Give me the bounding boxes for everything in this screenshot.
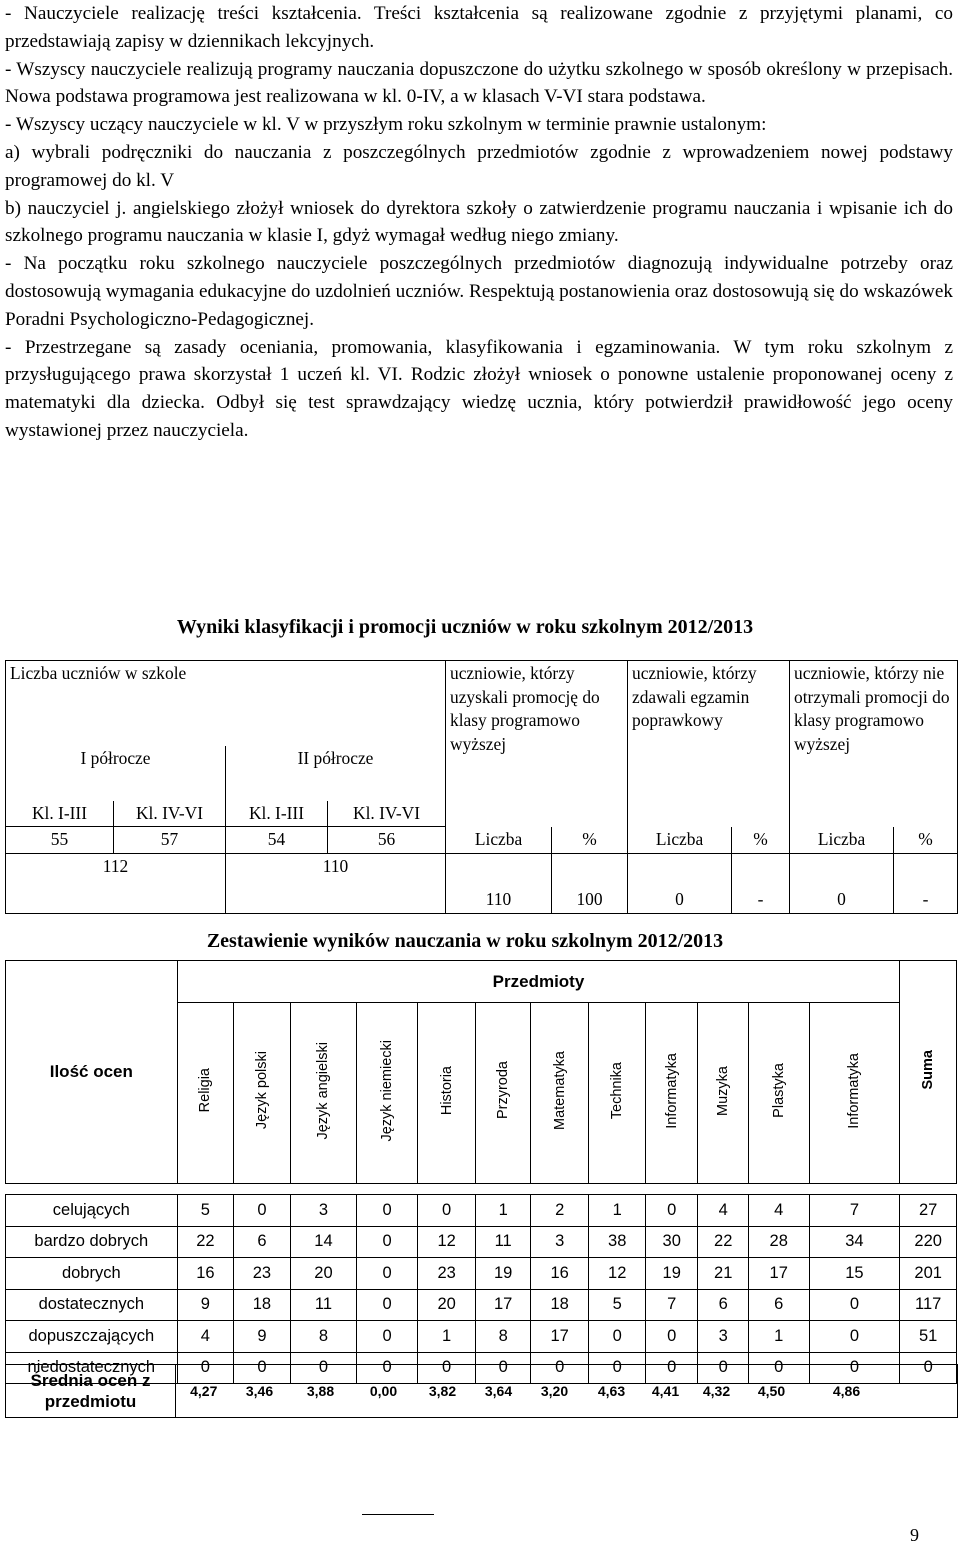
subject-header: Technika [589, 1003, 646, 1184]
grade-cell: 8 [290, 1321, 357, 1353]
subject-header: Plastyka [748, 1003, 809, 1184]
grade-cell: 0 [809, 1352, 900, 1384]
paragraph: - Wszyscy uczący nauczyciele w kl. V w przyszłym roku szkolnym w terminie prawnie ustalonym: [5, 114, 767, 136]
grade-row [6, 1258, 957, 1290]
grade-cell: 0 [748, 1352, 809, 1384]
semester1-label: I półrocze [6, 746, 226, 801]
subject-header: Język niemiecki [357, 1003, 418, 1184]
grade-cell: 1 [417, 1321, 476, 1353]
subject-header: Historia [417, 1003, 476, 1184]
grade-cell: 0 [290, 1352, 357, 1384]
retake-count-header: Liczba [628, 827, 732, 854]
retake-count: 0 [628, 853, 732, 913]
class-group: Kl. IV-VI [114, 801, 226, 827]
grade-cell: 15 [809, 1258, 900, 1290]
grade-cell: 17 [530, 1321, 589, 1353]
grade-cell: 30 [645, 1226, 697, 1258]
grade-cell: 4 [698, 1195, 748, 1227]
average-cell: 4,86 [802, 1365, 892, 1418]
grade-cell: 4 [177, 1321, 234, 1353]
grade-cell: 0 [177, 1352, 234, 1384]
average-cell: 4,27 [176, 1365, 232, 1418]
grade-cell: 23 [234, 1258, 291, 1290]
grade-cell: 6 [234, 1226, 291, 1258]
promoted-percent-header: % [552, 827, 628, 854]
grade-cell: 19 [645, 1258, 697, 1290]
grade-cell: 0 [357, 1195, 418, 1227]
grade-cell: 0 [234, 1195, 291, 1227]
grade-cell: 0 [417, 1352, 476, 1384]
footnote-separator [362, 1514, 434, 1515]
semester2-label: II półrocze [226, 746, 446, 801]
grade-cell: 0 [809, 1289, 900, 1321]
class-count: 56 [328, 827, 446, 854]
sum-header: Suma [900, 961, 957, 1184]
grade-cell: 0 [589, 1321, 646, 1353]
not-promoted-count-header: Liczba [790, 827, 894, 854]
total-semester1: 112 [6, 853, 226, 913]
grade-cell: 18 [530, 1289, 589, 1321]
grades-table [5, 960, 957, 1384]
grade-cell: 12 [589, 1258, 646, 1290]
grade-cell: 0 [357, 1321, 418, 1353]
grade-cell: 6 [698, 1289, 748, 1321]
retake-percent: - [732, 853, 790, 913]
class-group: Kl. I-III [226, 801, 328, 827]
grade-row [6, 1195, 957, 1227]
grade-cell: 1 [589, 1195, 646, 1227]
subject-header: Język angielski [290, 1003, 357, 1184]
not-promoted-label: uczniowie, którzy nie otrzymali promocji do klasy programowo wyższej [790, 661, 958, 827]
paragraph: - Na początku roku szkolnego nauczyciele poszczególnych przedmiotów diagnozują indywidualne potrzeby oraz dostosowują wymagania edukacyjne do uzdolnień uczniów. Respektują postanowienia oraz dostosowują się do wskazówek Poradni Psychologiczno-Pedagogicznej. [5, 253, 953, 330]
grade-cell: 0 [698, 1352, 748, 1384]
grade-cell: 19 [476, 1258, 531, 1290]
grade-row [6, 1289, 957, 1321]
grade-cell: 23 [417, 1258, 476, 1290]
grade-cell: 12 [417, 1226, 476, 1258]
retake-label: uczniowie, którzy zdawali egzamin poprawkowy [628, 661, 790, 827]
average-cell: 0,00 [354, 1365, 414, 1418]
averages-table [5, 1364, 958, 1418]
average-cell: 3,20 [526, 1365, 584, 1418]
grade-cell: 0 [417, 1195, 476, 1227]
class-count: 55 [6, 827, 114, 854]
grade-cell: 0 [357, 1226, 418, 1258]
average-cell: 4,63 [584, 1365, 640, 1418]
paragraph: - Nauczyciele realizację treści kształcenia. Treści kształcenia są realizowane zgodnie z przyjętymi planami, co przedstawiają zapisy w dziennikach lekcyjnych. [5, 3, 953, 52]
classification-title: Wyniki klasyfikacji i promocji uczniów w roku szkolnym 2012/2013 [176, 616, 754, 638]
class-group: Kl. IV-VI [328, 801, 446, 827]
subject-header: Przyroda [476, 1003, 531, 1184]
subject-header: Religia [177, 1003, 234, 1184]
grade-cell: 9 [177, 1289, 234, 1321]
report-text [5, 0, 953, 445]
subject-header: Informatyka [809, 1003, 900, 1184]
grade-cell: 16 [177, 1258, 234, 1290]
grade-cell: 20 [417, 1289, 476, 1321]
classification-table [5, 660, 958, 914]
grade-sum-cell: 27 [900, 1195, 957, 1227]
grade-sum-cell: 51 [900, 1321, 957, 1353]
grade-cell: 1 [748, 1321, 809, 1353]
grade-sum-cell: 0 [900, 1352, 957, 1384]
grade-cell: 0 [357, 1258, 418, 1290]
students-label: Liczba uczniów w szkole [6, 661, 446, 746]
grade-cell: 3 [530, 1226, 589, 1258]
grade-cell: 34 [809, 1226, 900, 1258]
grade-cell: 0 [357, 1352, 418, 1384]
total-semester2: 110 [226, 853, 446, 913]
grade-sum-cell: 220 [900, 1226, 957, 1258]
not-promoted-percent: - [894, 853, 958, 913]
average-cell: 3,82 [414, 1365, 472, 1418]
subject-header: Język polski [234, 1003, 291, 1184]
grade-cell: 22 [698, 1226, 748, 1258]
paragraph: a) wybrali podręczniki do nauczania z poszczególnych przedmiotów zgodnie z wprowadzeniem nowej podstawy programowej do kl. V [5, 141, 953, 191]
paragraph: - Przestrzegane są zasady oceniania, promowania, klasyfikowania i egzaminowania. W tym roku szkolnym z przysługującego prawa skorzystał 1 uczeń kl. VI. Rodzic złożył wniosek o ponowne ustalenie proponowanej oceny z matematyki dla dziecka. Odbył się test sprawdzający wiedzę ucznia, który potwierdził prawidłowość jego oceny wystawionej przez nauczyciela. [5, 336, 953, 441]
promoted-percent: 100 [552, 853, 628, 913]
subject-header: Muzyka [698, 1003, 748, 1184]
grade-cell: 14 [290, 1226, 357, 1258]
grade-row-label: celujących [6, 1195, 178, 1227]
grades-title: Zestawienie wyników nauczania w roku szkolnym 2012/2013 [206, 930, 724, 952]
grade-cell: 0 [476, 1352, 531, 1384]
grade-sum-cell: 117 [900, 1289, 957, 1321]
average-cell: 3,46 [232, 1365, 288, 1418]
spacer [6, 1184, 957, 1195]
grade-cell: 16 [530, 1258, 589, 1290]
grade-cell: 0 [589, 1352, 646, 1384]
grade-cell: 11 [476, 1226, 531, 1258]
grade-cell: 0 [357, 1289, 418, 1321]
average-cell: 3,64 [472, 1365, 526, 1418]
grade-cell: 0 [530, 1352, 589, 1384]
grade-cell: 4 [748, 1195, 809, 1227]
grade-cell: 0 [809, 1321, 900, 1353]
grade-cell: 11 [290, 1289, 357, 1321]
not-promoted-count: 0 [790, 853, 894, 913]
grade-cell: 3 [290, 1195, 357, 1227]
grade-row-label: niedostatecznych [6, 1352, 178, 1384]
grade-cell: 0 [645, 1321, 697, 1353]
grade-cell: 22 [177, 1226, 234, 1258]
grade-cell: 21 [698, 1258, 748, 1290]
grade-row-label: dostatecznych [6, 1289, 178, 1321]
page-number: 9 [910, 1525, 919, 1545]
grade-cell: 9 [234, 1321, 291, 1353]
grade-row [6, 1226, 957, 1258]
grade-cell: 3 [698, 1321, 748, 1353]
grade-cell: 7 [809, 1195, 900, 1227]
class-group: Kl. I-III [6, 801, 114, 827]
average-cell: 3,88 [288, 1365, 354, 1418]
grade-row-label: dopuszczających [6, 1321, 178, 1353]
grade-cell: 1 [476, 1195, 531, 1227]
subject-header: Informatyka [645, 1003, 697, 1184]
subjects-header: Przedmioty [177, 961, 900, 1003]
grade-cell: 0 [645, 1352, 697, 1384]
class-count: 54 [226, 827, 328, 854]
grade-rows [6, 1195, 957, 1384]
grade-cell: 0 [234, 1352, 291, 1384]
averages-label: Średnia ocen z przedmiotu [6, 1365, 176, 1418]
grade-cell: 5 [589, 1289, 646, 1321]
grade-cell: 6 [748, 1289, 809, 1321]
grade-row-label: dobrych [6, 1258, 178, 1290]
grade-cell: 38 [589, 1226, 646, 1258]
paragraph: b) nauczyciel j. angielskiego złożył wniosek do dyrektora szkoły o zatwierdzenie programu nauczania i wpisanie ich do szkolnego programu nauczania w klasie I, gdyż wymagał według niego zmiany. [5, 197, 953, 247]
promoted-count: 110 [446, 853, 552, 913]
count-header: Ilość ocen [6, 961, 178, 1184]
grade-cell: 8 [476, 1321, 531, 1353]
promoted-label: uczniowie, którzy uzyskali promocję do klasy programowo wyższej [446, 661, 628, 827]
grade-sum-cell: 201 [900, 1258, 957, 1290]
paragraph: - Wszyscy nauczyciele realizują programy nauczania dopuszczone do użytku szkolnego w sposób określony w przepisach. Nowa podstawa programowa jest realizowana w kl. 0-IV, a w klasach V-VI stara podstawa. [5, 58, 953, 108]
subject-header: Matematyka [530, 1003, 589, 1184]
retake-percent-header: % [732, 827, 790, 854]
grade-cell: 0 [645, 1195, 697, 1227]
grade-cell: 18 [234, 1289, 291, 1321]
promoted-count-header: Liczba [446, 827, 552, 854]
grade-cell: 7 [645, 1289, 697, 1321]
grade-cell: 17 [476, 1289, 531, 1321]
average-cell: 4,32 [692, 1365, 742, 1418]
class-count: 57 [114, 827, 226, 854]
grade-cell: 17 [748, 1258, 809, 1290]
average-cell: 4,41 [640, 1365, 692, 1418]
grade-cell: 28 [748, 1226, 809, 1258]
grade-row [6, 1321, 957, 1353]
grade-cell: 20 [290, 1258, 357, 1290]
grade-cell: 2 [530, 1195, 589, 1227]
grade-row-label: bardzo dobrych [6, 1226, 178, 1258]
average-cell: 4,50 [742, 1365, 802, 1418]
grade-cell: 5 [177, 1195, 234, 1227]
average-cell-empty [892, 1365, 958, 1418]
not-promoted-percent-header: % [894, 827, 958, 854]
